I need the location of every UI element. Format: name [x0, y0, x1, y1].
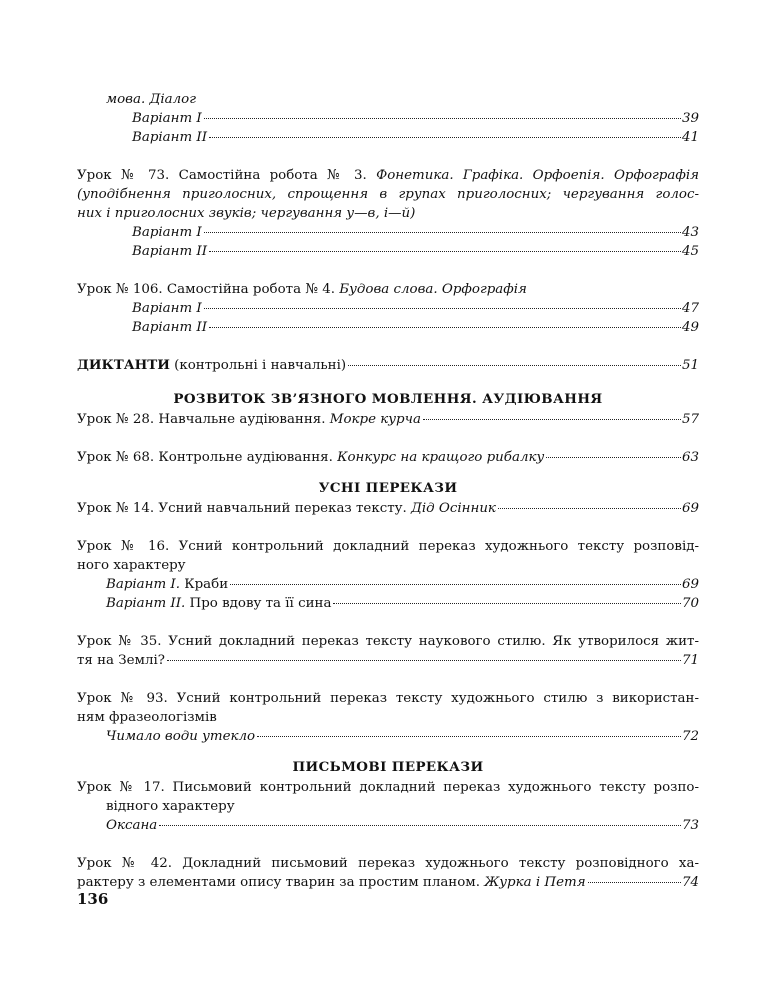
- toc-title-line: ного характеру: [77, 558, 186, 573]
- toc-entry[interactable]: [77, 242, 699, 261]
- toc-title-line: Урок № 35. Усний докладний переказ тексту наукового стилю. Як утворилося жит-: [77, 634, 699, 649]
- toc-entry[interactable]: [77, 299, 699, 318]
- title-italic: Мокре курча: [329, 412, 421, 427]
- leader-dots: [209, 327, 681, 328]
- page-ref: 51: [681, 358, 699, 373]
- title-italic: Конкурс на кращого рибалку: [337, 450, 545, 465]
- toc-title-line: Урок № 16. Усний контрольний докладний переказ художнього тексту розповід-: [77, 539, 699, 554]
- leader-dots: [209, 251, 681, 252]
- page-ref: 74: [681, 875, 699, 890]
- leader-dots: [167, 660, 681, 661]
- leader-dots: [204, 118, 681, 119]
- section-heading: УСНІ ПЕРЕКАЗИ: [318, 480, 458, 496]
- toc-block-lesson-93: [77, 689, 699, 746]
- page-ref: 41: [681, 130, 699, 145]
- toc-entry[interactable]: [77, 318, 699, 337]
- variant-label: Варіант I: [132, 225, 202, 240]
- leader-dots: [498, 508, 681, 509]
- entry-title: Оксана: [106, 818, 158, 833]
- page-number: 136: [77, 890, 109, 908]
- entry-title: [77, 873, 586, 892]
- section-heading: РОЗВИТОК ЗВ’ЯЗНОГО МОВЛЕННЯ. АУДІЮВАННЯ: [173, 391, 603, 407]
- toc-block-lesson-106: [77, 280, 699, 337]
- table-of-contents: [77, 90, 699, 911]
- toc-entry[interactable]: [77, 873, 699, 892]
- page-ref: 49: [681, 320, 699, 335]
- page-ref: 57: [681, 412, 699, 427]
- toc-entry[interactable]: [77, 410, 699, 429]
- title-bold: ДИКТАНТИ: [77, 357, 170, 373]
- toc-entry[interactable]: [77, 575, 699, 594]
- toc-entry[interactable]: [77, 594, 699, 613]
- toc-title-line: (уподібнення приголосних, спрощення в групах приголосних; чергування голос-: [77, 187, 699, 202]
- title-plain: рактеру з елементами опису тварин за простим планом.: [77, 875, 485, 890]
- page-ref: 71: [681, 653, 699, 668]
- page-ref: 39: [681, 111, 699, 126]
- title-italic: Дід Осінник: [411, 501, 496, 516]
- toc-continuation-line: мова. Діалог: [106, 92, 196, 107]
- leader-dots: [230, 584, 681, 585]
- title-plain: Урок № 106. Самостійна робота № 4.: [77, 282, 340, 297]
- entry-title: [77, 356, 346, 375]
- toc-title-line: ням фразеологізмів: [77, 710, 217, 725]
- title-plain: Краби: [179, 577, 229, 592]
- page-ref: 73: [681, 818, 699, 833]
- leader-dots: [204, 232, 681, 233]
- leader-dots: [204, 308, 681, 309]
- toc-entry[interactable]: [77, 727, 699, 746]
- toc-title-line: [77, 166, 699, 185]
- entry-title: Чимало води утекло: [106, 729, 256, 744]
- page-ref: 69: [681, 501, 699, 516]
- leader-dots: [333, 603, 681, 604]
- toc-section-oral-retellings: [77, 479, 699, 746]
- title-plain: Про вдову та її сина: [185, 596, 332, 611]
- page-ref: 69: [681, 577, 699, 592]
- variant-label: Варіант II: [132, 320, 208, 335]
- title-italic: Фонетика. Графіка. Орфоепія. Орфографія: [376, 168, 699, 183]
- toc-section-written-retellings: [77, 758, 699, 892]
- toc-block-lesson-73: [77, 166, 699, 261]
- entry-title: [77, 410, 421, 429]
- title-plain: Урок № 14. Усний навчальний переказ тексту.: [77, 501, 411, 516]
- toc-title-line: Урок № 93. Усний контрольний переказ тексту художнього стилю з використан-: [77, 691, 699, 706]
- page-ref: 63: [681, 450, 699, 465]
- entry-title: тя на Землі?: [77, 653, 165, 668]
- variant-label: Варіант II: [132, 130, 208, 145]
- leader-dots: [423, 419, 681, 420]
- page-ref: 43: [681, 225, 699, 240]
- leader-dots: [348, 365, 681, 366]
- toc-title-line: [77, 280, 699, 299]
- entry-title: [77, 448, 544, 467]
- toc-block-lesson-17: [77, 778, 699, 835]
- entry-title: [106, 594, 331, 613]
- variant-label: Варіант II: [132, 244, 208, 259]
- page-ref: 45: [681, 244, 699, 259]
- toc-title-line: Урок № 42. Докладний письмовий переказ художнього тексту розповідного ха-: [77, 856, 699, 871]
- toc-entry[interactable]: [77, 816, 699, 835]
- variant-label: Варіант І.: [106, 577, 180, 592]
- toc-entry[interactable]: [77, 128, 699, 147]
- toc-block-lesson-16: [77, 537, 699, 613]
- variant-label: Варіант I: [132, 111, 202, 126]
- toc-block-lesson-35: [77, 632, 699, 670]
- leader-dots: [588, 882, 681, 883]
- page-ref: 72: [681, 729, 699, 744]
- title-plain: Урок № 68. Контрольне аудіювання.: [77, 450, 338, 465]
- section-heading: ПИСЬМОВІ ПЕРЕКАЗИ: [292, 759, 484, 775]
- toc-entry[interactable]: [77, 499, 699, 518]
- title-plain: Урок № 73. Самостійна робота № 3.: [77, 168, 377, 183]
- toc-entry[interactable]: [77, 356, 699, 375]
- leader-dots: [546, 457, 681, 458]
- entry-title: [106, 575, 228, 594]
- variant-label: Варіант ІІ.: [106, 596, 186, 611]
- title-plain: Урок № 28. Навчальне аудіювання.: [77, 412, 330, 427]
- toc-entry[interactable]: [77, 109, 699, 128]
- toc-title-line: Урок № 17. Письмовий контрольний докладний переказ художнього тексту розпо-: [77, 780, 699, 795]
- variant-label: Варіант I: [132, 301, 202, 316]
- toc-entry[interactable]: [77, 448, 699, 467]
- toc-section-speech-development: [77, 390, 699, 467]
- toc-entry[interactable]: [77, 223, 699, 242]
- toc-block-dialogue: [77, 90, 699, 147]
- title-italic: Журка і Петя: [484, 875, 586, 890]
- toc-title-line: них і приголосних звуків; чергування у—в, і—й): [77, 206, 416, 221]
- page-ref: 70: [681, 596, 699, 611]
- entry-title: [77, 499, 496, 518]
- toc-title-line: відного характеру: [106, 799, 235, 814]
- page-ref: 47: [681, 301, 699, 316]
- title-italic: Будова слова. Орфографія: [339, 282, 527, 297]
- toc-entry[interactable]: [77, 651, 699, 670]
- leader-dots: [209, 137, 681, 138]
- toc-block-lesson-42: [77, 854, 699, 892]
- leader-dots: [159, 825, 681, 826]
- leader-dots: [257, 736, 681, 737]
- title-plain: (контрольні і навчальні): [169, 358, 347, 373]
- toc-block-dictations: [77, 356, 699, 375]
